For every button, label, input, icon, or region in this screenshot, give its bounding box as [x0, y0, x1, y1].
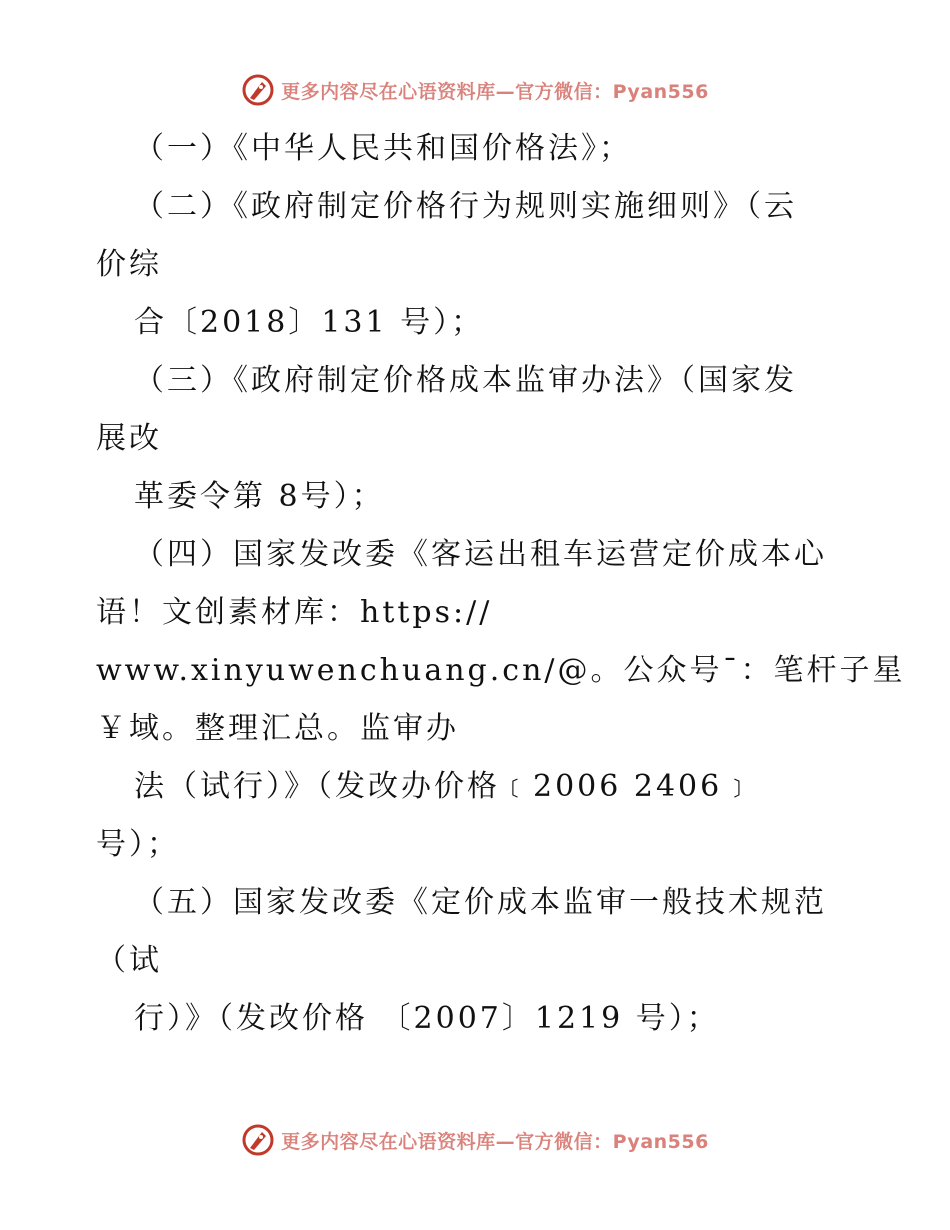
text-line: （四）国家发改委《客运出租车运营定价成本心 — [134, 537, 827, 572]
text-line: 行）》（发改价格 〔2007〕1219 号）； — [134, 1001, 720, 1036]
text-line: ￥域。整理汇总。监审办 — [96, 711, 459, 746]
document-body — [96, 120, 906, 1048]
text-line: 法（试行）》（发改办价格﹝2006 2406﹞ — [134, 769, 756, 804]
text-line: www.xinyuwenchuang.cn/@。公众号¯：笔杆子星 — [96, 653, 906, 688]
pen-nib-logo-icon — [241, 1123, 275, 1157]
text-line: 革委令第 8号）； — [134, 479, 385, 514]
banner-text: 更多内容尽在心语资料库—官方微信：Pyan556 — [281, 80, 709, 103]
text-line: （五）国家发改委《定价成本监审一般技术规范 — [134, 885, 827, 920]
text-line: （试 — [96, 943, 162, 978]
pen-nib-logo-icon — [241, 73, 275, 107]
header-banner — [0, 70, 950, 110]
text-line: 合〔2018〕131 号）； — [134, 305, 485, 340]
banner-text: 更多内容尽在心语资料库—官方微信：Pyan556 — [281, 1130, 709, 1153]
text-line: （二）《政府制定价格行为规则实施细则》（云 — [134, 189, 797, 224]
text-line: 展改 — [96, 421, 162, 456]
text-line: 语！文创素材库：https:// — [96, 595, 493, 630]
text-line: （一）《中华人民共和国价格法》； — [134, 131, 632, 166]
text-line: 价综 — [96, 247, 162, 282]
text-line: （三）《政府制定价格成本监审办法》（国家发 — [134, 363, 797, 398]
text-line: 号）； — [96, 827, 180, 862]
footer-banner — [0, 1120, 950, 1160]
